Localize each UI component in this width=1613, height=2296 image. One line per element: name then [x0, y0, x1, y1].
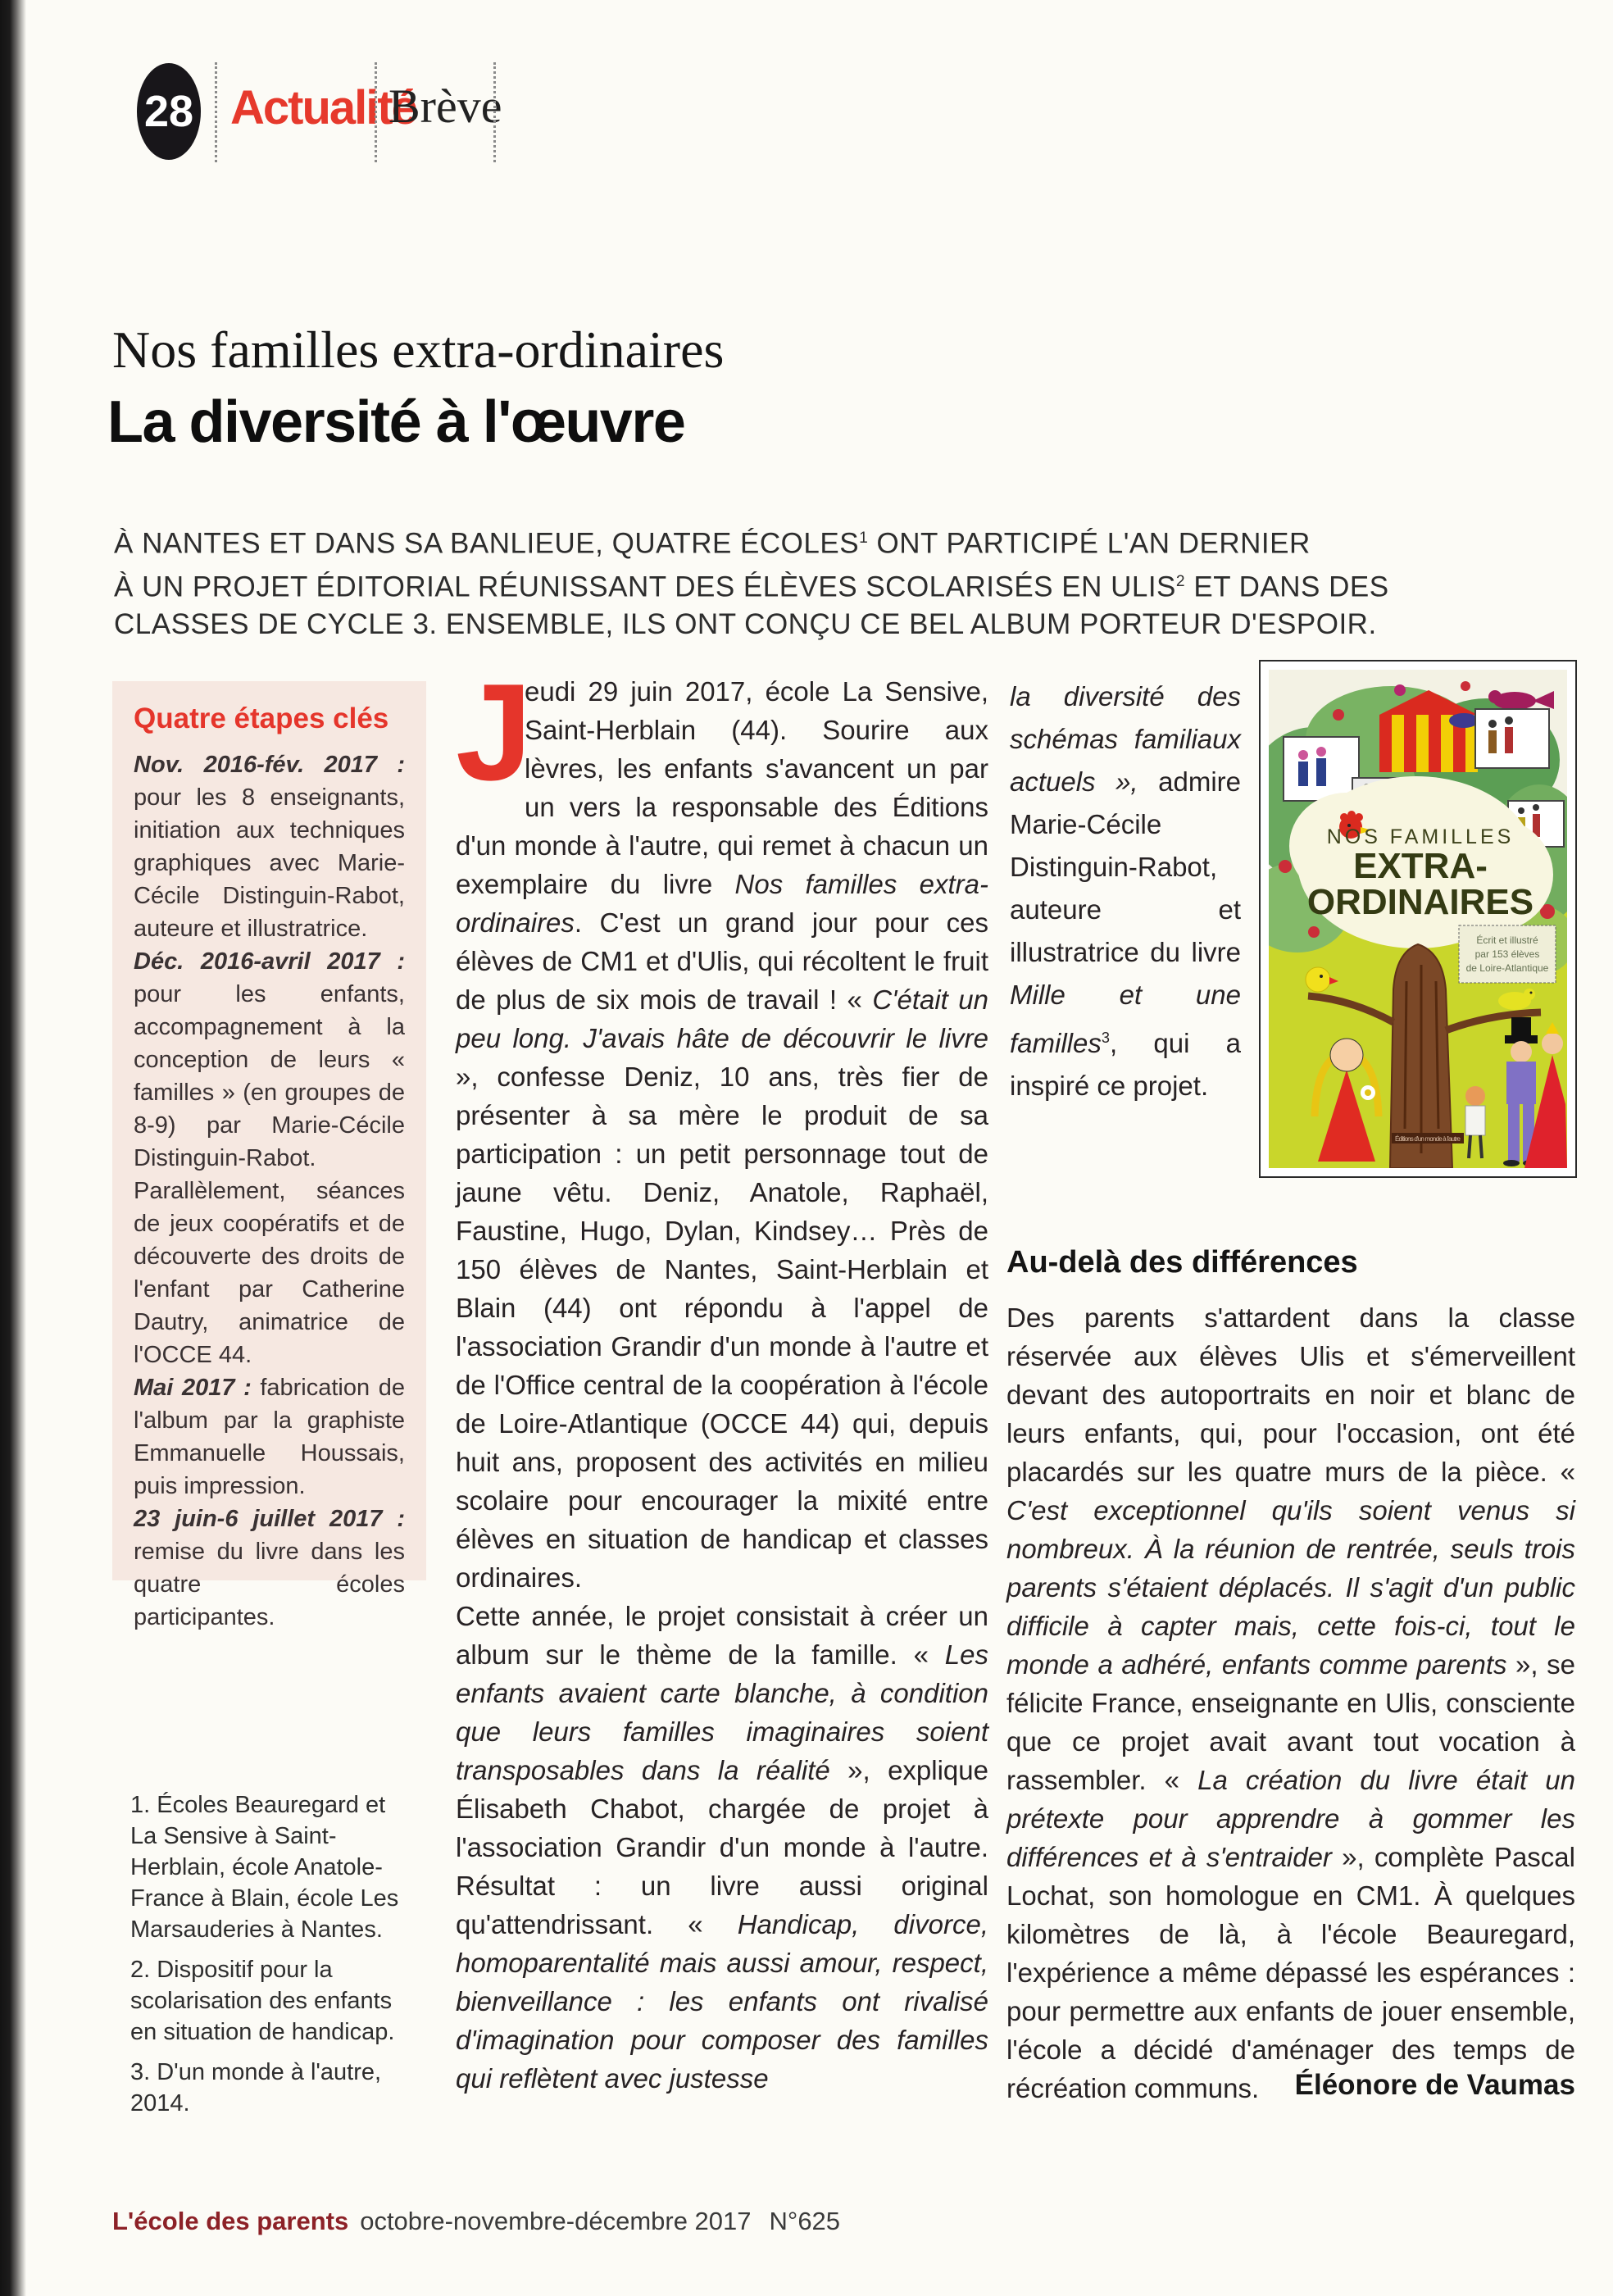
standfirst: À NANTES ET DANS SA BANLIEUE, QUATRE ÉCOLES$^1$ ONT PARTICIPÉ L'AN DERNIER À UN PROJET ÉDITORIAL RÉUNISSANT DES ÉLÈVES SCOLARISÉS EN ULIS$^2$ ET DANS DES CLASSES DE CYCLE 3. ENSEMBLE, ILS ONT CONÇU CE BEL ALBUM PORTEUR D'ESPOIR. [114, 527, 1389, 641]
article-paragraph-1 [456, 655, 989, 1597]
footnote-1: 1. Écoles Beauregard et La Sensive à Saint-Herblain, école Anatole-France à Blain, école Les Marsauderies à Nantes. [130, 1792, 399, 1943]
key-step-entry: Mai 2017 : fabrication de l'album par la graphiste Emmanuelle Houssais, puis impression. [134, 1375, 405, 1499]
section-label: Actualité [230, 81, 416, 134]
page-number-badge [137, 63, 201, 160]
paragraph-text: eudi 29 juin 2017, école La Sensive, Saint-Herblain (44). Sourire aux lèvres, les enfants s'avancent un par un vers la responsable des Éditions d'un monde à l'autre, qui remet à chacun un exemplaire du livre Nos familles extra-ordinaires. C'est un grand jour pour ces élèves de CM1 et d'Ulis, qui récoltent le fruit de plus de six mois de travail ! « C'était un peu long. J'avais hâte de découvrir le livre », confesse Deniz, 10 ans, très fier de présenter à sa mère le produit de sa participation : un petit personnage tout de jaune vêtu. Deniz, Anatole, Raphaël, Faustine, Hugo, Dylan, Kindsey… Près de 150 élèves de Nantes, Saint-Herblain et Blain (44) ont répondu à l'appel de l'association Grandir d'un monde à l'autre et de l'Office central de la coopération à l'école de Loire-Atlantique (OCCE 44) qui, depuis huit ans, proposent des activités en milieu scolaire pour encourager la mixité entre élèves en situation de handicap et classes ordinaires. [456, 676, 989, 1593]
cover-credit-line: par 153 élèves [1474, 948, 1540, 960]
article-column-3 [1006, 1298, 1575, 2102]
subsection-label: Brève [388, 80, 502, 133]
footer-issue-number: N°625 [769, 2207, 841, 2235]
article-paragraph-2: Cette année, le projet consistait à créer un album sur le thème de la famille. « Les enfants avaient carte blanche, à condition que leurs familles imaginaires soient transposables dans la réalité », explique Élisabeth Chabot, chargée de projet à l'association Grandir d'un monde à l'autre. Résultat : un livre aussi original qu'attendrissant. « Handicap, divorce, homoparentalité mais aussi amour, respect, bienveillance : les enfants ont rivalisé d'imagination pour composer des familles qui reflètent avec justesse [456, 1601, 988, 2094]
publisher-band [1392, 1133, 1464, 1143]
page-title: La diversité à l'œuvre [107, 389, 685, 455]
footnotes [130, 1789, 402, 2128]
header-divider [493, 62, 496, 162]
book-cover [1259, 660, 1577, 1178]
key-steps-box [112, 681, 426, 1630]
book-cover-illustration [1269, 670, 1567, 1168]
article-column-2-top: la diversité des schémas familiaux actuels », admire Marie-Cécile Distinguin-Rabot, auteure et illustratrice du livre Mille et une familles$^3$, qui a inspiré ce projet. [1010, 681, 1241, 1101]
key-step-entry: 23 juin-6 juillet 2017 : remise du livre dans les quatre écoles participantes. [134, 1506, 405, 1630]
header-divider [215, 62, 217, 162]
key-step-entry: Nov. 2016-fév. 2017 : pour les 8 enseignants, initiation aux techniques graphiques avec Marie-Cécile Distinguin-Rabot, auteure et illustratrice. [134, 752, 405, 942]
header-divider [375, 62, 377, 162]
dropcap-letter: J [456, 655, 533, 809]
article-column-1 [456, 655, 989, 2098]
cover-title-bottom: ORDINAIRES [1306, 882, 1534, 922]
scan-edge-shadow [0, 0, 26, 2296]
author-byline: Éléonore de Vaumas [1294, 2069, 1575, 2101]
cover-credit-sign [1459, 925, 1556, 983]
magazine-name: L'école des parents [112, 2207, 349, 2235]
key-steps-heading: Quatre étapes clés [134, 702, 389, 734]
cover-credit-line: de Loire-Atlantique [1465, 962, 1549, 974]
section-heading: Au-delà des différences [1006, 1245, 1358, 1280]
footnote-2: 2. Dispositif pour la scolarisation des enfants en situation de handicap. [130, 1957, 395, 2045]
footer-date: octobre-novembre-décembre 2017 [360, 2207, 752, 2235]
page-footer [112, 2207, 840, 2236]
cover-title-mid: EXTRA- [1353, 846, 1488, 886]
kicker-title: Nos familles extra-ordinaires [112, 321, 725, 379]
cover-title-top: NOS FAMILLES [1326, 825, 1515, 848]
cover-credit-line: Écrit et illustré [1476, 934, 1538, 946]
footnote-3: 3. D'un monde à l'autre, 2014. [130, 2059, 382, 2116]
key-step-entry: Déc. 2016-avril 2017 : pour les enfants, accompagnement à la conception de leurs « familles » (en groupes de 8-9) par Marie-Cécile Distinguin-Rabot. Parallèlement, séances de jeux coopératifs et de découverte des droits de l'enfant par Catherine Dautry, animatrice de l'OCCE 44. [134, 948, 405, 1368]
section-body: Des parents s'attardent dans la classe réservée aux élèves Ulis et s'émerveillent devant des autoportraits en noir et blanc de leurs enfants, qui, pour l'occasion, ont été placardés sur les quatre murs de la pièce. « C'est exceptionnel qu'ils soient venus si nombreux. À la réunion de rentrée, seuls trois parents s'étaient déplacés. Il s'agit d'un public difficile à capter mais, cette fois-ci, tout le monde a adhéré, enfants comme parents », se félicite France, enseignante en Ulis, consciente que ce projet avait avant tout vocation à rassembler. « La création du livre était un prétexte pour apprendre à gommer les différences et à s'entraider », complète Pascal Lochat, son homologue en CM1. À quelques kilomètres de là, à l'école Beauregard, l'expérience a même dépassé les espérances : pour permettre aux enfants de jouer ensemble, l'école a décidé d'aménager des temps de récréation communs. [1006, 1303, 1575, 2103]
page-number: 28 [143, 87, 194, 136]
publisher-text: Éditions d'un monde à l'autre [1395, 1135, 1461, 1143]
